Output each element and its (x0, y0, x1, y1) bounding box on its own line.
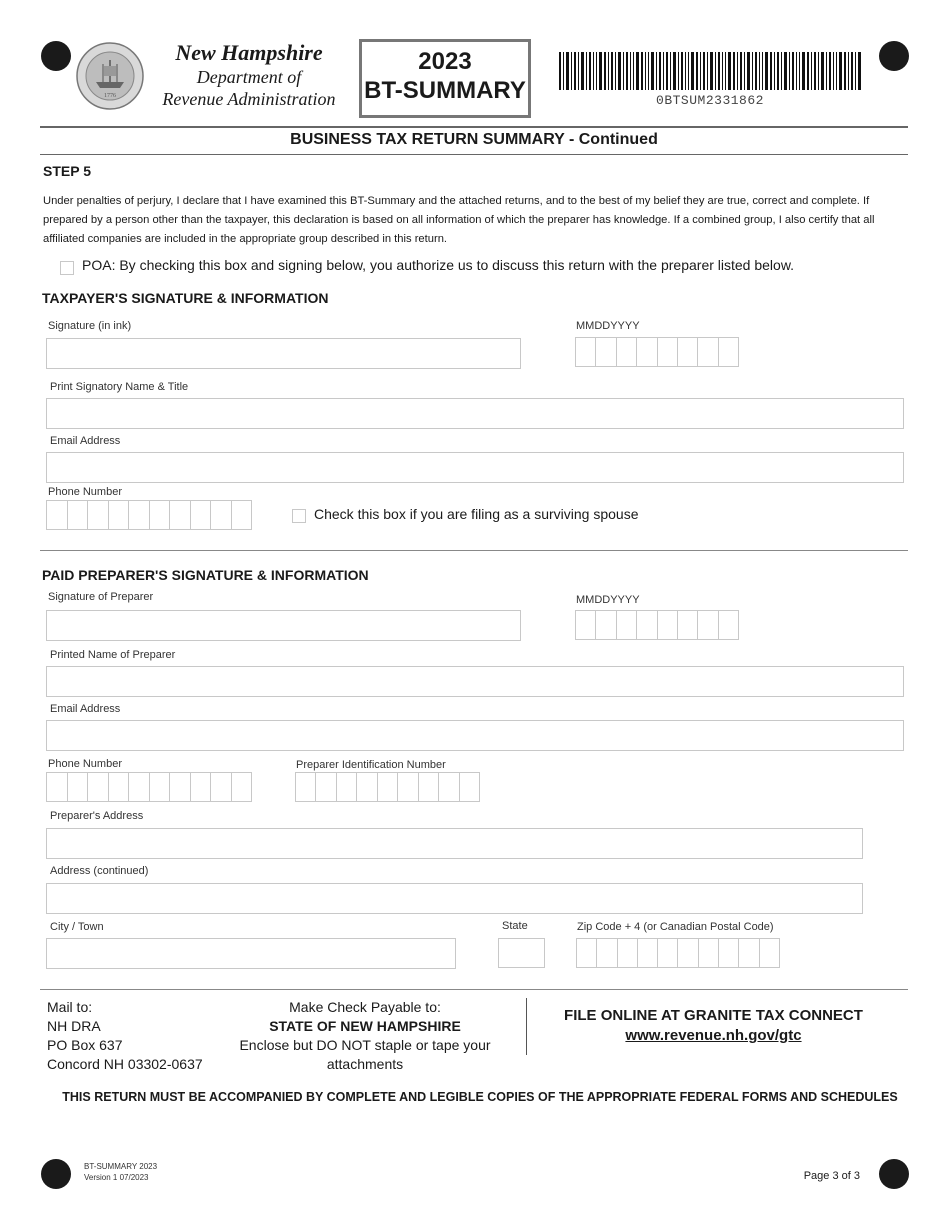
payable-line: attachments (326, 1056, 404, 1072)
surviving-spouse-checkbox[interactable] (292, 509, 306, 523)
preparer-state-field[interactable] (498, 938, 545, 968)
taxpayer-email-label: Email Address (50, 435, 121, 447)
mail-line: PO Box 637 (47, 1037, 123, 1053)
preparer-email-label: Email Address (50, 703, 121, 715)
preparer-signature-label: Signature of Preparer (48, 591, 154, 603)
agency-division: Revenue Administration (162, 89, 336, 109)
vertical-divider (526, 998, 527, 1055)
taxpayer-name-label: Print Signatory Name & Title (50, 381, 189, 393)
preparer-phone-label: Phone Number (48, 758, 122, 770)
divider (40, 126, 908, 128)
taxpayer-phone-label: Phone Number (48, 486, 122, 498)
poa-checkbox[interactable] (60, 261, 74, 275)
preparer-heading: PAID PREPARER'S SIGNATURE & INFORMATION (42, 567, 369, 583)
page-number: Page 3 of 3 (803, 1170, 860, 1182)
taxpayer-email-field[interactable] (46, 452, 904, 483)
online-heading: FILE ONLINE AT GRANITE TAX CONNECT (564, 1007, 863, 1024)
preparer-city-label: City / Town (50, 921, 104, 933)
taxpayer-phone-field[interactable] (46, 500, 252, 530)
preparer-address-field[interactable] (46, 828, 863, 859)
preparer-address-label: Preparer's Address (50, 810, 144, 822)
taxpayer-name-field[interactable] (46, 398, 904, 429)
preparer-zip-field[interactable] (576, 938, 780, 968)
mail-line: NH DRA (47, 1018, 101, 1034)
state-seal-icon (76, 42, 144, 110)
step-label: STEP 5 (43, 163, 91, 179)
payable-block (230, 998, 500, 1074)
taxpayer-signature-field[interactable] (46, 338, 521, 369)
registration-mark (879, 41, 909, 71)
preparer-id-label: Preparer Identification Number (296, 759, 446, 771)
preparer-date-field[interactable] (575, 610, 739, 640)
payable-payee: STATE OF NEW HAMPSHIRE (269, 1018, 461, 1034)
barcode (559, 52, 861, 90)
barcode-text: 0BTSUM2331862 (656, 93, 764, 108)
preparer-signature-field[interactable] (46, 610, 521, 641)
registration-mark (41, 41, 71, 71)
page-title: BUSINESS TAX RETURN SUMMARY - Continued (290, 131, 658, 148)
preparer-name-label: Printed Name of Preparer (50, 649, 176, 661)
preparer-state-label: State (502, 920, 528, 932)
online-url-link[interactable]: www.revenue.nh.gov/gtc (625, 1027, 802, 1044)
surviving-spouse-label: Check this box if you are filing as a surviving spouse (314, 506, 639, 522)
online-block (545, 1006, 882, 1046)
form-year: 2023 (418, 48, 472, 75)
attachment-notice: THIS RETURN MUST BE ACCOMPANIED BY COMPLETE AND LEGIBLE COPIES OF THE APPROPRIATE FEDERAL FORMS AND SCHEDULES (62, 1090, 898, 1104)
taxpayer-date-field[interactable] (575, 337, 739, 367)
taxpayer-heading: TAXPAYER'S SIGNATURE & INFORMATION (42, 290, 329, 306)
form-id-box (359, 39, 531, 118)
preparer-name-field[interactable] (46, 666, 904, 697)
preparer-phone-field[interactable] (46, 772, 252, 802)
declaration-text: Under penalties of perjury, I declare that I have examined this BT-Summary and the attached returns, and to the best of my belief they are true, correct and complete. If prepared by a person other than the taxpayer, this declaration is based on all information of which the preparer has knowledge. If a combined group, I also certify that all affiliated companies are included in the appropriate group described in this return. (43, 195, 875, 245)
poa-label: POA: By checking this box and signing below, you authorize us to discuss this return with the preparer listed below. (82, 257, 795, 273)
divider (40, 154, 908, 155)
mail-line: Mail to: (47, 999, 93, 1015)
preparer-city-field[interactable] (46, 938, 456, 969)
agency-name (146, 40, 352, 110)
footer-form-info (84, 1161, 157, 1183)
payable-line: Make Check Payable to: (289, 999, 441, 1015)
divider (40, 989, 908, 990)
registration-mark (41, 1159, 71, 1189)
preparer-date-label: MMDDYYYY (576, 594, 640, 606)
divider (40, 550, 908, 551)
taxpayer-date-label: MMDDYYYY (576, 320, 640, 332)
preparer-email-field[interactable] (46, 720, 904, 751)
preparer-address2-field[interactable] (46, 883, 863, 914)
form-name: BT-SUMMARY (364, 77, 526, 104)
agency-state: New Hampshire (175, 40, 323, 65)
registration-mark (879, 1159, 909, 1189)
mail-line: Concord NH 03302-0637 (47, 1056, 203, 1072)
preparer-id-field[interactable] (295, 772, 480, 802)
payable-line: Enclose but DO NOT staple or tape your (239, 1037, 491, 1053)
agency-dept: Department of (196, 67, 302, 87)
taxpayer-signature-label: Signature (in ink) (48, 320, 132, 332)
svg-text:1776: 1776 (104, 93, 116, 99)
footer-form-id: BT-SUMMARY 2023 (84, 1162, 158, 1171)
preparer-address2-label: Address (continued) (50, 865, 149, 877)
preparer-zip-label: Zip Code + 4 (or Canadian Postal Code) (577, 921, 774, 933)
footer-version: Version 1 07/2023 (84, 1173, 149, 1182)
mail-address (47, 998, 203, 1074)
